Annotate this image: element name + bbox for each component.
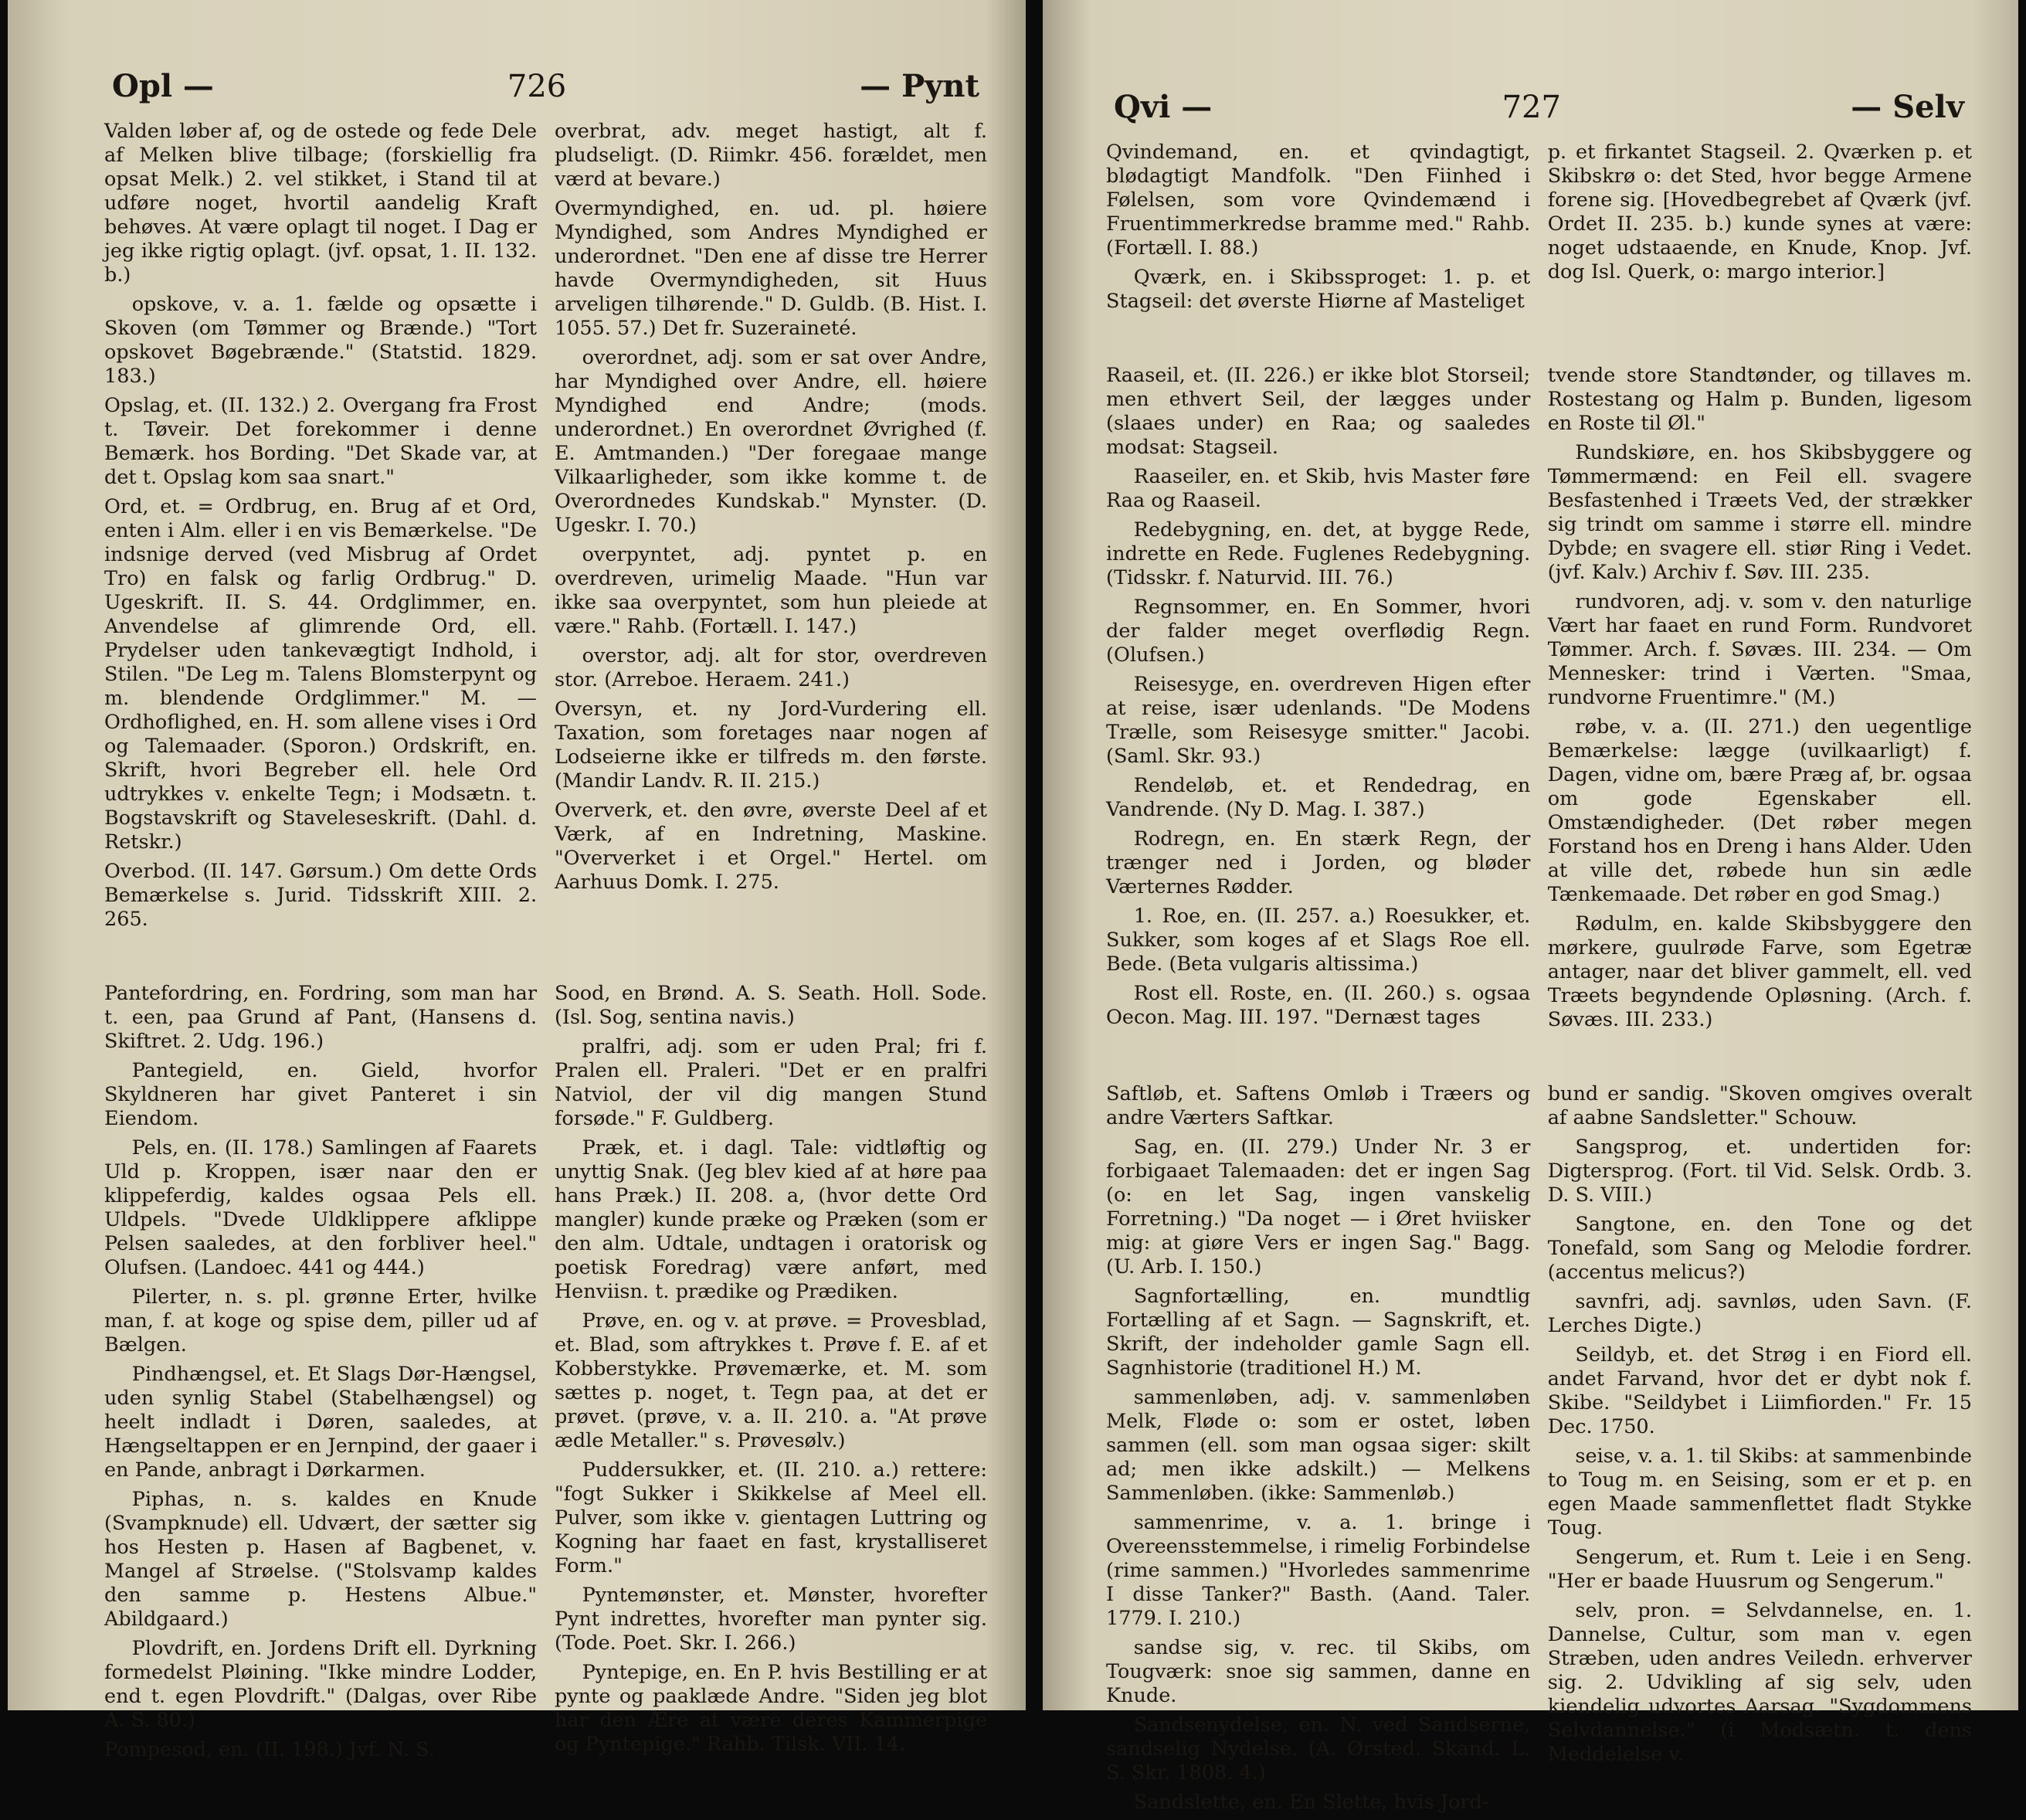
dictionary-entry: opskove, v. a. 1. fælde og opsætte i Skoven (om Tømmer og Brænde.) "Tort opskovet Bøgebrænde." (Statstid. 1829. 183.) <box>104 293 538 388</box>
dictionary-entry: savnfri, adj. savnløs, uden Savn. (F. Lerches Digte.) <box>1547 1290 1972 1337</box>
dictionary-entry: Qvindemand, en. et qvindagtigt, blødagtigt Mandfolk. "Den Fiinhed i Følelsen, som vore Qvindemænd i Fruentimmerkredse bramme med." Rahb. (Fortæll. I. 88.) <box>1106 141 1531 260</box>
dictionary-entry: Sangsprog, et. undertiden for: Digtersprog. (Fort. til Vid. Selsk. Ordb. 3. D. S. VIII.) <box>1547 1136 1972 1207</box>
columns-q <box>1106 141 1972 319</box>
right-page <box>1043 0 2018 1814</box>
left-page <box>8 0 1026 1761</box>
dictionary-entry: Pompesod, en. (II. 198.) Jvf. N. S. <box>104 1738 435 1761</box>
dictionary-entry: Oversyn, et. ny Jord-Vurdering ell. Taxation, som foretages naar nogen af Lodseierne ikke er tilfreds m. den første. (Mandir Landv. R. II. 215.) <box>554 698 987 793</box>
dictionary-entry: Regnsommer, en. En Sommer, hvori der falder meget overflødig Regn. (Olufsen.) <box>1106 596 1531 667</box>
dictionary-entry: Sandslette, en. En Slette, hvis Jord- <box>1133 1791 1489 1814</box>
dictionary-entry: sandse sig, v. rec. til Skibs, om Tougværk: snoe sig sammen, danne en Knude. <box>1106 1636 1531 1707</box>
page-header <box>104 68 987 104</box>
dictionary-entry: Saftløb, et. Saftens Omløb i Træers og andre Værters Saftkar. <box>1106 1082 1531 1129</box>
column-left <box>1106 364 1530 1037</box>
column-left <box>1106 1082 1530 1820</box>
dictionary-entry: Pindhængsel, et. Et Slags Dør-Hængsel, uden synlig Stabel (Stabelhængsel) og heelt indladt i Døren, saaledes, at Hængseltappen er en Jernpind, der gaaer i en Pande, anbragt i Dørkarmen. <box>104 1363 538 1482</box>
columns-s <box>1106 1082 1972 1820</box>
column-left <box>104 120 537 937</box>
dictionary-entry: Sengerum, et. Rum t. Leie i en Seng. "Her er baade Huusrum og Sengerum." <box>1547 1546 1972 1593</box>
section-gap <box>1106 319 1972 364</box>
dictionary-entry: Rendeløb, et. et Rendedrag, en Vandrende. (Ny D. Mag. I. 387.) <box>1106 774 1531 821</box>
dictionary-entry: Ord, et. = Ordbrug, en. Brug af et Ord, enten i Alm. eller i en vis Bemærkelse. "De indsnige derved (ved Misbrug af Ordet Tro) en falsk og farlig Ordbrug." D. Ugeskrift. II. S. 44. Ordglimmer, en. Anvendelse af glimrende Ord, ell. Prydelser uden tankevægtigt Indhold, i Stilen. "De Leg m. Talens Blomsterpynt og m. blendende Ordglimmer." M. — Ordhoflighed, en. H. som allene vises i Ord og Talemaader. (Sporon.) Ordskrift, en. Skrift, hvori Begreber ell. hele Ord udtrykkes v. enkelte Tegn; i Modsætn. t. Bogstavskrift og Staveleseskrift. (Dahl. d. Retskr.) <box>104 495 538 854</box>
dictionary-entry: overbrat, adv. meget hastigt, alt f. pludseligt. (D. Riimkr. 456. forældet, men værd at bevare.) <box>554 120 987 191</box>
dictionary-entry: røbe, v. a. (II. 271.) den uegentlige Bemærkelse: lægge (uvilkaarligt) f. Dagen, vidne om, bære Præg af, br. ogsaa om gode Egenskaber ell. Omstændigheder. (Det røber megen Forstand hos en Dreng i hans Alder. Uden at ville det, røbede hun sin ædle Tænkemaade. Det røber en god Smag.) <box>1547 715 1972 906</box>
column-left <box>1106 141 1530 319</box>
dictionary-entry: selv, pron. = Selvdannelse, en. 1. Dannelse, Cultur, som man v. egen Stræben, uden andres Veiledn. erhverver sig. 2. Udvikling af sig selv, uden kiendelig udvortes Aarsag. "Sygdommens Selvdannelse." (i Modsætn. t. dens Meddelelse v. <box>1547 1599 1972 1766</box>
dictionary-entry: Rundskiøre, en. hos Skibsbyggere og Tømmermænd: en Feil ell. svagere Besfastenhed i Træets Ved, der strækker sig trindt om samme i større ell. mindre Dybde; en svagere ell. stiør Ring i Vedet. (jvf. Kalv.) Archiv f. Søv. III. 235. <box>1547 441 1972 584</box>
dictionary-entry: Opslag, et. (II. 132.) 2. Overgang fra Frost t. Tøveir. Det forekommer i denne Bemærk. hos Bording. "Det Skade var, at det t. Opslag kom saa snart." <box>104 394 538 489</box>
dictionary-entry: Sandsenydelse, en. N. ved Sandserne, sandselig Nydelse. (A. Ørsted. Skand. L. S. Skr. 1808. 4.) <box>1106 1713 1531 1784</box>
dictionary-entry: 1. Roe, en. (II. 257. a.) Roesukker, et. Sukker, som koges af et Slags Roe ell. Bede. (Beta vulgaris altissima.) <box>1106 905 1531 976</box>
page-header <box>1106 89 1972 125</box>
dictionary-entry: p. et firkantet Stagseil. 2. Qværken p. et Skibskrø o: det Sted, hvor begge Armene forene sig. [Hovedbegrebet af Qværk (jvf. Ordet II. 235. b.) kunde synes at være: noget udstaaende, en Knude, Knop. Jvf. dog Isl. Querk, o: margo interior.] <box>1547 141 1972 284</box>
dictionary-entry: overpyntet, adj. pyntet p. en overdreven, urimelig Maade. "Hun var ikke saa overpyntet, som hun pleiede at være." Rahb. (Fortæll. I. 147.) <box>554 543 987 638</box>
dictionary-entry: overordnet, adj. som er sat over Andre, har Myndighed over Andre, ell. høiere Myndighed end Andre; (mods. underordnet.) En overordnet Øvrighed (f. E. Amtmanden.) "Der foregaae mange Vilkaarligheder, som ikke komme t. de Overordnedes Kundskab." Mynster. (D. Ugeskr. I. 70.) <box>554 346 987 537</box>
dictionary-entry: Pyntemønster, et. Mønster, hvorefter Pynt indrettes, hvorefter man pynter sig. (Tode. Poet. Skr. I. 266.) <box>554 1584 987 1655</box>
dictionary-entry: Pantefordring, en. Fordring, som man har t. een, paa Grund af Pant, (Hansens d. Skiftret. 2. Udg. 196.) <box>104 982 538 1053</box>
dictionary-entry: Sood, en Brønd. A. S. Seath. Holl. Sode. (Isl. Sog, sentina navis.) <box>554 982 987 1029</box>
section-gap <box>1106 1037 1972 1082</box>
header-right-word: — Pynt <box>860 68 979 104</box>
dictionary-entry: Seildyb, et. det Strøg i en Fiord ell. andet Farvand, hvor det er dybt nok f. Skibe. "Seildybet i Liimfiorden." Fr. 15 Dec. 1750. <box>1547 1343 1972 1438</box>
header-left-word: Opl — <box>112 68 214 104</box>
dictionary-entry: Plovdrift, en. Jordens Drift ell. Dyrkning formedelst Pløining. "Ikke mindre Lodder, end t. egen Plovdrift." (Dalgas, over Ribe A. S. 80.) <box>104 1637 538 1732</box>
dictionary-entry: Puddersukker, et. (II. 210. a.) rettere: "fogt Sukker i Skikkelse af Meel ell. Pulver, som ikke v. gientagen Luttring og Kogning har faaet en fast, krystalliseret Form." <box>554 1458 987 1577</box>
dictionary-entry: Pyntepige, en. En P. hvis Bestilling er at pynte og paaklæde Andre. "Siden jeg blot har den Ære at være deres Kammerpige og Pyntepige." Rahb. Tilsk. VII. 14. <box>554 1661 987 1756</box>
dictionary-entry: Overbod. (II. 147. Gørsum.) Om dette Ords Bemærkelse s. Jurid. Tidsskrift XIII. 2. 265. <box>104 860 538 931</box>
dictionary-entry: Sagnfortælling, en. mundtlig Fortælling af et Sagn. — Sagnskrift, et. Skrift, der indeholder gamle Sagn ell. Sagnhistorie (traditionel H.) M. <box>1106 1285 1531 1380</box>
column-right <box>555 982 987 1767</box>
header-right-word: — Selv <box>1851 89 1964 125</box>
dictionary-entry: Raaseiler, en. et Skib, hvis Master føre Raa og Raaseil. <box>1106 465 1531 512</box>
dictionary-entry: Pilerter, n. s. pl. grønne Erter, hvilke man, f. at koge og spise dem, piller ud af Bælgen. <box>104 1285 538 1357</box>
column-right <box>555 120 987 937</box>
column-right <box>1548 1082 1972 1820</box>
dictionary-entry: seise, v. a. 1. til Skibs: at sammenbinde to Toug m. en Seising, som er et p. en egen Maade sammenflettet fladt Stykke Toug. <box>1547 1445 1972 1540</box>
columns-bottom <box>104 982 987 1767</box>
dictionary-entry: overstor, adj. alt for stor, overdreven stor. (Arreboe. Heraem. 241.) <box>554 644 987 691</box>
dictionary-entry: tvende store Standtønder, og tillaves m. Rostestang og Halm p. Bunden, ligesom en Roste til Øl." <box>1547 364 1972 435</box>
dictionary-entry: rundvoren, adj. v. som v. den naturlige Vært har faaet en rund Form. Rundvoret Tømmer. Arch. f. Søvæs. III. 234. — Om Mennesker: trind i Værten. "Smaa, rundvorne Fruentimre." (M.) <box>1547 590 1972 709</box>
column-left <box>104 982 537 1767</box>
dictionary-entry: Raaseil, et. (II. 226.) er ikke blot Storseil; men ethvert Seil, der lægges under (slaaes under) en Raa; og saaledes modsat: Stagseil. <box>1106 364 1531 459</box>
dictionary-entry: Redebygning, en. det, at bygge Rede, indrette en Rede. Fuglenes Redebygning. (Tidsskr. f. Naturvid. III. 76.) <box>1106 518 1531 589</box>
dictionary-entry: Rødulm, en. kalde Skibsbyggere den mørkere, guulrøde Farve, som Egetræ antager, naar det bliver gammelt, ell. ved Træets begyndende Opløsning. (Arch. f. Søvæs. III. 233.) <box>1547 912 1972 1031</box>
dictionary-entry: pralfri, adj. som er uden Pral; fri f. Pralen ell. Praleri. "Det er en pralfri Natviol, der vil dig mangen Stund forsøde." F. Guldberg. <box>554 1035 987 1130</box>
dictionary-entry: Valden løber af, og de ostede og fede Dele af Melken blive tilbage; (forskiellig fra opsat Melk.) 2. vel stikket, i Stand til at udføre noget, hvortil aandelig Kraft behøves. At være oplagt til noget. I Dag er jeg ikke rigtig oplagt. (jvf. opsat, 1. II. 132. b.) <box>104 120 538 287</box>
dictionary-entry: sammenrime, v. a. 1. bringe i Overeensstemmelse, i rimelig Forbindelse (rime sammen.) "Hvorledes sammenrime I disse Tanker?" Basth. (Aand. Taler. 1779. I. 210.) <box>1106 1511 1531 1630</box>
dictionary-entry: Sangtone, en. den Tone og det Tonefald, som Sang og Melodie fordrer. (accentus melicus?) <box>1547 1213 1972 1284</box>
dictionary-entry: bund er sandig. "Skoven omgives overalt af aabne Sandsletter." Schouw. <box>1547 1082 1972 1129</box>
dictionary-entry: Piphas, n. s. kaldes en Knude (Svampknude) ell. Udvært, der sætter sig hos Hesten p. Hasen af Bagbenet, v. Mangel af Strøelse. ("Stolsvamp kaldes den samme p. Hestens Albue." Abildgaard.) <box>104 1488 538 1631</box>
dictionary-entry: Præk, et. i dagl. Tale: vidtløftig og unyttig Snak. (Jeg blev kied af at høre paa hans Præk.) II. 208. a, (hvor dette Ord mangler) kunde præke og Præken (som er den alm. Udtale, undtagen i oratorisk og poetisk Foredrag) være anført, med Henviisn. t. prædike og Prædiken. <box>554 1136 987 1303</box>
dictionary-entry: Sag, en. (II. 279.) Under Nr. 3 er forbigaaet Talemaaden: det er ingen Sag (o: en let Sag, ingen vanskelig Forretning.) "Da noget — i Øret hviisker mig: at giøre Vers er ingen Sag." Bagg. (U. Arb. I. 150.) <box>1106 1136 1531 1278</box>
dictionary-entry: Oververk, et. den øvre, øverste Deel af et Værk, af en Indretning, Maskine. "Oververket i et Orgel." Hertel. om Aarhuus Domk. I. 275. <box>554 799 987 894</box>
page-number: 727 <box>1502 90 1561 125</box>
columns-top <box>104 120 987 937</box>
dictionary-entry: Pels, en. (II. 178.) Samlingen af Faarets Uld p. Kroppen, især naar den er klippeferdig, kaldes ogsaa Pels ell. Uldpels. "Dvede Uldklippere afklippe Pelsen saaledes, at den forbliver heel." Olufsen. (Landoec. 441 og 444.) <box>104 1136 538 1279</box>
header-left-word: Qvi — <box>1114 89 1213 125</box>
columns-r <box>1106 364 1972 1037</box>
page-number: 726 <box>507 69 567 104</box>
dictionary-entry: sammenløben, adj. v. sammenløben Melk, Fløde o: som er ostet, løben sammen (ell. som man ogsaa siger: skilt ad; men ikke adskilt.) — Melkens Sammenløben. (ikke: Sammenløb.) <box>1106 1386 1531 1505</box>
section-gap <box>104 937 987 982</box>
dictionary-entry: Pantegield, en. Gield, hvorfor Skyldneren har givet Panteret i sin Eiendom. <box>104 1059 538 1130</box>
column-right <box>1548 364 1972 1037</box>
dictionary-entry: Rost ell. Roste, en. (II. 260.) s. ogsaa Oecon. Mag. III. 197. "Dernæst tages <box>1106 982 1531 1029</box>
dictionary-entry: Qværk, en. i Skibssproget: 1. p. et Stagseil: det øverste Hiørne af Masteliget <box>1106 266 1531 313</box>
dictionary-entry: Overmyndighed, en. ud. pl. høiere Myndighed, som Andres Myndighed er underordnet. "Den ene af disse tre Herrer havde Overmyndigheden, sit Huus arveligen tilhørende." D. Guldb. (B. Hist. I. 1055. 57.) Det fr. Suzeraineté. <box>554 197 987 340</box>
dictionary-entry: Prøve, en. og v. at prøve. = Provesblad, et. Blad, som aftrykkes t. Prøve f. E. af et Kobberstykke. Prøvemærke, et. M. som sættes p. noget, t. Tegn paa, at det er prøvet. (prøve, v. a. II. 210. a. "At prøve ædle Metaller." s. Prøvesølv.) <box>554 1309 987 1452</box>
dictionary-entry: Reisesyge, en. overdreven Higen efter at reise, især udenlands. "De Modens Trælle, som Reisesyge smitter." Jacobi. (Saml. Skr. 93.) <box>1106 673 1531 768</box>
column-right <box>1548 141 1972 319</box>
dictionary-entry: Rodregn, en. En stærk Regn, der trænger ned i Jorden, og bløder Værternes Rødder. <box>1106 827 1531 898</box>
